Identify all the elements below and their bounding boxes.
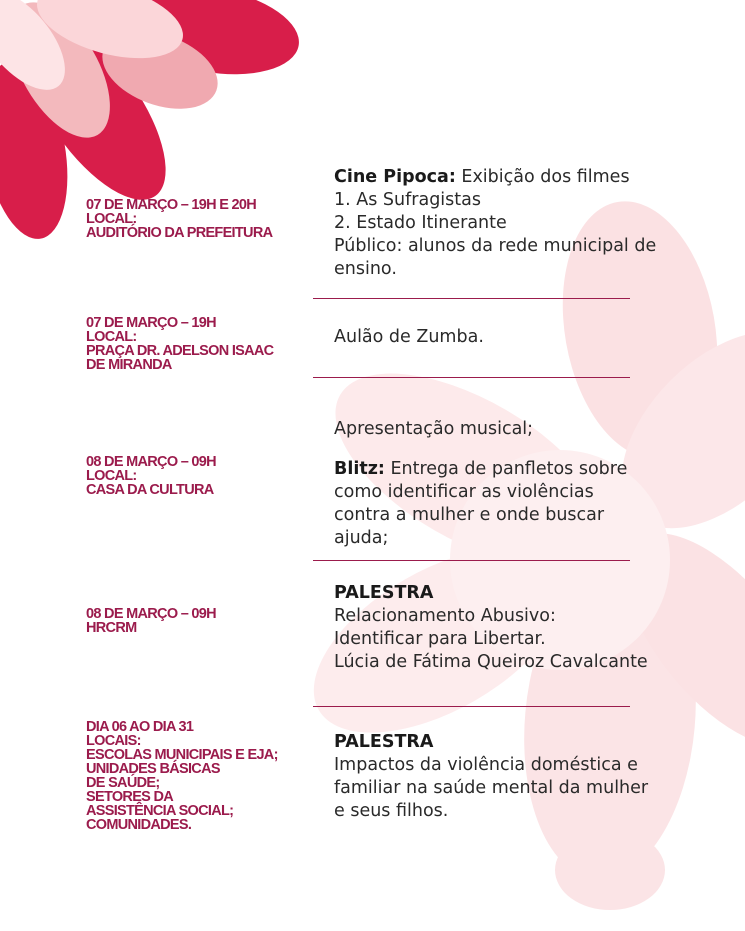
divider	[313, 377, 630, 378]
divider	[313, 560, 630, 561]
event-2-info	[86, 316, 306, 372]
event-3-description	[334, 458, 734, 550]
event-1-line: Público: alunos da rede municipal de	[334, 236, 657, 256]
event-1-lead-bold: Cine Pipoca:	[334, 167, 456, 187]
event-5-description	[334, 731, 734, 823]
event-3-info	[86, 455, 306, 497]
event-5-line: Impactos da violência doméstica e	[334, 755, 638, 775]
event-3-first	[334, 418, 734, 441]
event-1-line: ensino.	[334, 259, 397, 279]
event-4-title: PALESTRA	[334, 583, 434, 603]
event-4-info	[86, 607, 306, 635]
event-2-date: 07 DE MARÇO – 19H	[86, 315, 216, 331]
event-5-date: DIA 06 AO DIA 31	[86, 719, 194, 735]
event-4-line: Relacionamento Abusivo:	[334, 606, 556, 626]
event-4-line: Identificar para Libertar.	[334, 629, 546, 649]
event-5-info	[86, 720, 306, 832]
event-5-location: SETORES DA	[86, 789, 174, 805]
event-3-line: como identificar as violências	[334, 482, 594, 502]
event-3-lead-bold: Blitz:	[334, 459, 385, 479]
event-3-lead-text: Entrega de panfletos sobre	[384, 459, 628, 479]
event-3-location: CASA DA CULTURA	[86, 482, 214, 498]
event-1-description	[334, 166, 734, 281]
event-4-line: Lúcia de Fátima Queiroz Cavalcante	[334, 652, 648, 672]
event-4-description	[334, 582, 734, 674]
event-1-location: AUDITÓRIO DA PREFEITURA	[86, 225, 273, 241]
event-2-location: PRAÇA DR. ADELSON ISAAC	[86, 343, 274, 359]
divider	[313, 298, 630, 299]
event-3-first-line: Apresentação musical;	[334, 419, 534, 439]
event-1-lead-text: Exibição dos filmes	[455, 167, 630, 187]
event-5-location: ASSISTÊNCIA SOCIAL;	[86, 803, 234, 819]
event-5-location: DE SAÚDE;	[86, 775, 160, 791]
event-1-line: 2. Estado Itinerante	[334, 213, 507, 233]
event-4-location: HRCRM	[86, 620, 137, 636]
event-5-location: UNIDADES BÁSICAS	[86, 761, 220, 777]
event-3-line: ajuda;	[334, 528, 389, 548]
event-1-line: 1. As Sufragistas	[334, 190, 481, 210]
event-2-description	[334, 326, 734, 349]
event-5-location-label: LOCAIS:	[86, 733, 141, 749]
event-5-location: ESCOLAS MUNICIPAIS E EJA;	[86, 747, 278, 763]
event-2-location: DE MIRANDA	[86, 357, 172, 373]
divider	[313, 706, 630, 707]
event-2-line: Aulão de Zumba.	[334, 327, 484, 347]
event-3-location-label: LOCAL:	[86, 468, 137, 484]
event-5-line: e seus filhos.	[334, 801, 449, 821]
event-3-line: contra a mulher e onde buscar	[334, 505, 605, 525]
event-2-location-label: LOCAL:	[86, 329, 137, 345]
event-5-location: COMUNIDADES.	[86, 817, 192, 833]
event-4-date: 08 DE MARÇO – 09H	[86, 606, 216, 622]
event-1-date: 07 DE MARÇO – 19H E 20H	[86, 197, 257, 213]
event-3-date: 08 DE MARÇO – 09H	[86, 454, 216, 470]
event-1-info	[86, 198, 306, 240]
event-1-location-label: LOCAL:	[86, 211, 137, 227]
event-5-title: PALESTRA	[334, 732, 434, 752]
event-5-line: familiar na saúde mental da mulher	[334, 778, 649, 798]
